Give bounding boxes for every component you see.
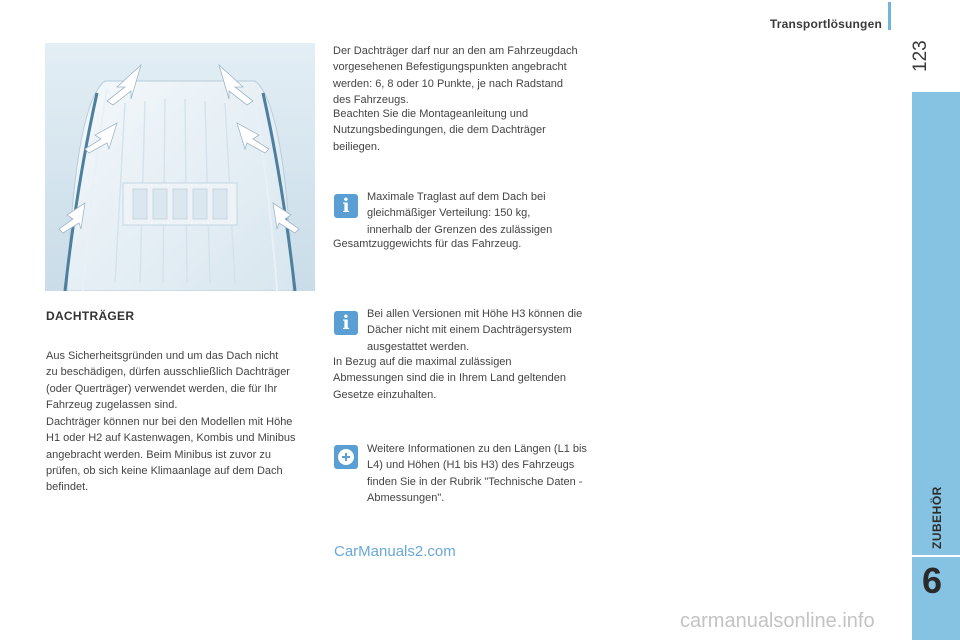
info-icon: i [334,194,358,218]
watermark-carmanualsonline: carmanualsonline.info [680,610,875,632]
chapter-separator [912,555,960,557]
roof-illustration [45,43,315,291]
section-title: Transportlösungen [769,17,882,31]
info-note-2-text: Bei allen Versionen mit Höhe H3 können die Dächer nicht mit einem Dachträgersystem ausgestattet werden. [367,308,583,353]
info-icon: i [334,311,358,335]
plus-icon [334,445,358,469]
chapter-side-tab [912,92,960,640]
page-number: 123 [910,40,931,72]
left-paragraph-2: Dachträger können nur bei den Modellen mit Höhe H1 oder H2 auf Kastenwagen, Kombis und Minibus angebracht werden. Beim Minibus ist zuvor zu prüfen, ob sich keine Klimaanlage auf dem Dach befindet. [46,416,296,494]
header-rule [888,2,891,30]
right-paragraph-1: Der Dachträger darf nur an den am Fahrzeugdach vorgesehenen Befestigungspunkten angebracht werden: 6, 8 oder 10 Punkte, je nach Radstand des Fahrzeugs. [333,45,578,106]
chapter-label: ZUBEHÖR [930,486,944,549]
right-paragraph-2: Beachten Sie die Montageanleitung und Nutzungsbedingungen, die dem Dachträger beiliegen. [333,108,546,153]
info-note-1-text: Maximale Traglast auf dem Dach bei gleichmäßiger Verteilung: 150 kg, innerhalb der Grenzen des zulässigen [367,191,553,236]
van-roof-image [45,43,315,291]
chapter-number: 6 [922,560,943,601]
section-heading: DACHTRÄGER [46,309,135,323]
plus-note-text: Weitere Informationen zu den Längen (L1 bis L4) und Höhen (H1 bis H3) des Fahrzeugs finden Sie in der Rubrik "Technische Daten - Abmessungen". [367,443,587,504]
left-paragraph-1: Aus Sicherheitsgründen und um das Dach nicht zu beschädigen, dürfen ausschließlich Dachträger (oder Querträger) verwendet werden, die für Ihr Fahrzeug zugelassen sind. [46,350,290,411]
info-note-1-last-line: Gesamtzuggewichts für das Fahrzeug. [333,238,522,250]
right-paragraph-3: In Bezug auf die maximal zulässigen Abmessungen sind die in Ihrem Land geltenden Gesetze einzuhalten. [333,356,566,401]
watermark-carmanuals2: CarManuals2.com [334,543,456,560]
